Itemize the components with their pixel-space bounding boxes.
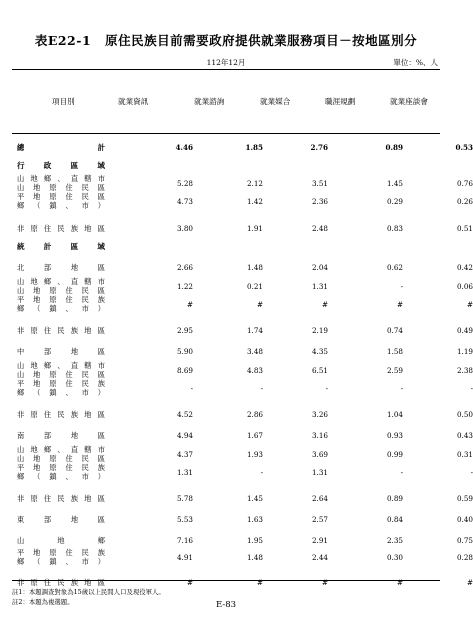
survey-date: 112年12月 xyxy=(206,58,246,67)
cell-value: 1.45 xyxy=(246,494,263,503)
row-label-line-2: 山 地 原 住 民 區 xyxy=(17,454,105,463)
row-label-line-2: 山 地 原 住 民 區 xyxy=(17,183,105,192)
cell-value: 2.66 xyxy=(176,263,193,272)
cell-value: 2.48 xyxy=(311,224,328,233)
cell-value: - xyxy=(190,384,193,393)
cell-value: 1.58 xyxy=(386,347,403,356)
cell-value: 2.44 xyxy=(311,553,328,562)
cell-value: 0.43 xyxy=(456,431,473,440)
table-code: 表E22-1 xyxy=(34,33,92,48)
cell-value: - xyxy=(325,384,328,393)
table-title xyxy=(0,31,452,49)
cell-value: 0.06 xyxy=(456,282,473,291)
header-col-4: 職涯規劃 xyxy=(325,97,356,106)
cell-value: - xyxy=(470,468,473,477)
cell-value: 1.31 xyxy=(311,468,328,477)
row-label-line-2: 鄉 （ 鎮 、 市 ） xyxy=(17,472,105,481)
cell-value: 0.89 xyxy=(385,143,403,152)
cell-value: 0.99 xyxy=(386,450,403,459)
cell-value: 1.63 xyxy=(246,515,263,524)
row-label-line-1: 山 地 鄉 、 直 轄 市 xyxy=(17,445,105,454)
row-label-line-1: 山 地 鄉 、 直 轄 市 xyxy=(17,277,105,286)
cell-value: 5.53 xyxy=(176,515,193,524)
cell-value: - xyxy=(260,468,263,477)
row-label-line-2: 鄉 （ 鎮 、 市 ） xyxy=(17,388,105,397)
cell-value: 2.57 xyxy=(311,515,328,524)
cell-value: 7.16 xyxy=(176,536,193,545)
cell-value: 2.91 xyxy=(311,536,328,545)
row-label-line-2: 山 地 原 住 民 區 xyxy=(17,286,105,295)
row-label: 非 原 住 民 族 地 區 xyxy=(17,410,105,419)
cell-value: 3.51 xyxy=(311,179,328,188)
cell-value: 0.83 xyxy=(386,224,403,233)
cell-value: 0.40 xyxy=(456,515,473,524)
cell-value: 4.91 xyxy=(176,553,193,562)
row-label: 非 原 住 民 族 地 區 xyxy=(17,578,105,587)
row-label: 中 部 地 區 xyxy=(17,347,105,356)
cell-value: 2.36 xyxy=(311,197,328,206)
row-label-line-1: 平 地 原 住 民 族 xyxy=(17,548,105,557)
row-label-line-1: 平 地 原 住 民 區 xyxy=(17,192,105,201)
cell-value: - xyxy=(400,468,403,477)
cell-value: # xyxy=(466,578,473,587)
row-label-line-2: 鄉 （ 鎮 、 市 ） xyxy=(17,304,105,313)
header-rule xyxy=(12,133,440,134)
cell-value: # xyxy=(396,578,403,587)
row-label: 北 部 地 區 xyxy=(17,263,105,272)
cell-value: 4.37 xyxy=(176,450,193,459)
cell-value: # xyxy=(396,300,403,309)
header-col-1: 就業資訊 xyxy=(118,97,149,106)
cell-value: 5.78 xyxy=(176,494,193,503)
cell-value: 1.85 xyxy=(245,143,263,152)
cell-value: 0.84 xyxy=(386,515,403,524)
cell-value: 2.59 xyxy=(386,366,403,375)
cell-value: 0.21 xyxy=(246,282,263,291)
cell-value: 3.26 xyxy=(311,410,328,419)
bottom-rule xyxy=(12,580,440,581)
cell-value: 5.90 xyxy=(176,347,193,356)
page-number: E-83 xyxy=(215,600,237,610)
cell-value: 1.04 xyxy=(386,410,403,419)
cell-value: 2.19 xyxy=(311,326,328,335)
cell-value: 0.28 xyxy=(456,553,473,562)
cell-value: 0.93 xyxy=(386,431,403,440)
cell-value: 1.91 xyxy=(246,224,263,233)
cell-value: 3.80 xyxy=(176,224,193,233)
cell-value: 2.86 xyxy=(246,410,263,419)
row-label: 東 部 地 區 xyxy=(17,515,105,524)
cell-value: # xyxy=(186,300,193,309)
row-label-line-2: 鄉 （ 鎮 、 市 ） xyxy=(17,201,105,210)
cell-value: - xyxy=(470,384,473,393)
row-label: 非 原 住 民 族 地 區 xyxy=(17,494,105,503)
cell-value: 1.95 xyxy=(246,536,263,545)
cell-value: - xyxy=(260,384,263,393)
cell-value: 1.67 xyxy=(246,431,263,440)
cell-value: 1.42 xyxy=(246,197,263,206)
header-col-3: 就業媒合 xyxy=(260,97,291,106)
cell-value: 1.48 xyxy=(246,263,263,272)
cell-value: 6.51 xyxy=(311,366,328,375)
cell-value: 0.51 xyxy=(456,224,473,233)
table-meta xyxy=(12,57,440,69)
cell-value: 4.73 xyxy=(176,197,193,206)
row-label: 總 計 xyxy=(17,143,105,152)
cell-value: 1.45 xyxy=(386,179,403,188)
cell-value: 0.74 xyxy=(386,326,403,335)
cell-value: 2.38 xyxy=(456,366,473,375)
cell-value: # xyxy=(466,300,473,309)
row-label: 南 部 地 區 xyxy=(17,431,105,440)
row-label: 非 原 住 民 族 地 區 xyxy=(17,224,105,233)
cell-value: 1.31 xyxy=(311,282,328,291)
cell-value: 5.28 xyxy=(176,179,193,188)
cell-value: 3.16 xyxy=(311,431,328,440)
unit-label: 單位：%、人 xyxy=(393,58,438,67)
cell-value: 0.76 xyxy=(456,179,473,188)
cell-value: 1.31 xyxy=(176,468,193,477)
section-label: 統 計 區 域 xyxy=(17,242,105,251)
cell-value: 2.35 xyxy=(386,536,403,545)
cell-value: 2.12 xyxy=(246,179,263,188)
cell-value: # xyxy=(256,578,263,587)
cell-value: 0.62 xyxy=(386,263,403,272)
top-rule xyxy=(12,69,440,70)
cell-value: # xyxy=(321,578,328,587)
cell-value: 0.50 xyxy=(456,410,473,419)
header-region: 項目別 xyxy=(52,97,75,106)
cell-value: 0.59 xyxy=(456,494,473,503)
cell-value: 2.95 xyxy=(176,326,193,335)
cell-value: 2.04 xyxy=(311,263,328,272)
cell-value: - xyxy=(400,384,403,393)
row-label: 非 原 住 民 族 地 區 xyxy=(17,326,105,335)
cell-value: 1.22 xyxy=(176,282,193,291)
cell-value: 4.52 xyxy=(176,410,193,419)
table-title-text: 原住民族目前需要政府提供就業服務項目－按地區別分 xyxy=(105,33,418,48)
row-label-line-1: 平 地 原 住 民 族 xyxy=(17,295,105,304)
row-label-line-1: 山 地 鄉 、 直 轄 市 xyxy=(17,174,105,183)
cell-value: 4.46 xyxy=(175,143,193,152)
cell-value: 8.69 xyxy=(176,366,193,375)
cell-value: 0.49 xyxy=(456,326,473,335)
cell-value: 0.30 xyxy=(386,553,403,562)
cell-value: 2.64 xyxy=(311,494,328,503)
cell-value: 0.89 xyxy=(386,494,403,503)
row-label: 山 地 鄉 xyxy=(17,536,105,545)
cell-value: # xyxy=(321,300,328,309)
cell-value: 3.69 xyxy=(311,450,328,459)
cell-value: 1.74 xyxy=(246,326,263,335)
row-label-line-2: 山 地 原 住 民 區 xyxy=(17,370,105,379)
cell-value: 4.35 xyxy=(311,347,328,356)
row-label-line-1: 平 地 原 住 民 族 xyxy=(17,379,105,388)
header-col-5: 就業座談會 xyxy=(390,97,428,106)
cell-value: 1.93 xyxy=(246,450,263,459)
cell-value: 4.83 xyxy=(246,366,263,375)
cell-value: 1.48 xyxy=(246,553,263,562)
cell-value: 4.94 xyxy=(176,431,193,440)
cell-value: 2.76 xyxy=(310,143,328,152)
header-col-2: 就業諮詢 xyxy=(194,97,225,106)
row-label-line-1: 山 地 鄉 、 直 轄 市 xyxy=(17,361,105,370)
cell-value: 0.29 xyxy=(386,197,403,206)
cell-value: 0.42 xyxy=(456,263,473,272)
cell-value: 0.26 xyxy=(456,197,473,206)
cell-value: 3.48 xyxy=(246,347,263,356)
cell-value: 0.31 xyxy=(456,450,473,459)
cell-value: # xyxy=(256,300,263,309)
section-label: 行 政 區 域 xyxy=(17,161,105,170)
cell-value: 1.19 xyxy=(456,347,473,356)
row-label-line-1: 平 地 原 住 民 族 xyxy=(17,463,105,472)
cell-value: # xyxy=(186,578,193,587)
cell-value: - xyxy=(400,282,403,291)
footnote-1: 註1：本題調查對象為15歲以上民間人口及現役軍人。 xyxy=(12,588,165,596)
cell-value: 0.75 xyxy=(456,536,473,545)
cell-value: 0.53 xyxy=(455,143,473,152)
row-label-line-2: 鄉 （ 鎮 、 市 ） xyxy=(17,557,105,566)
footnote-2: 註2：本題為複選題。 xyxy=(12,598,74,606)
